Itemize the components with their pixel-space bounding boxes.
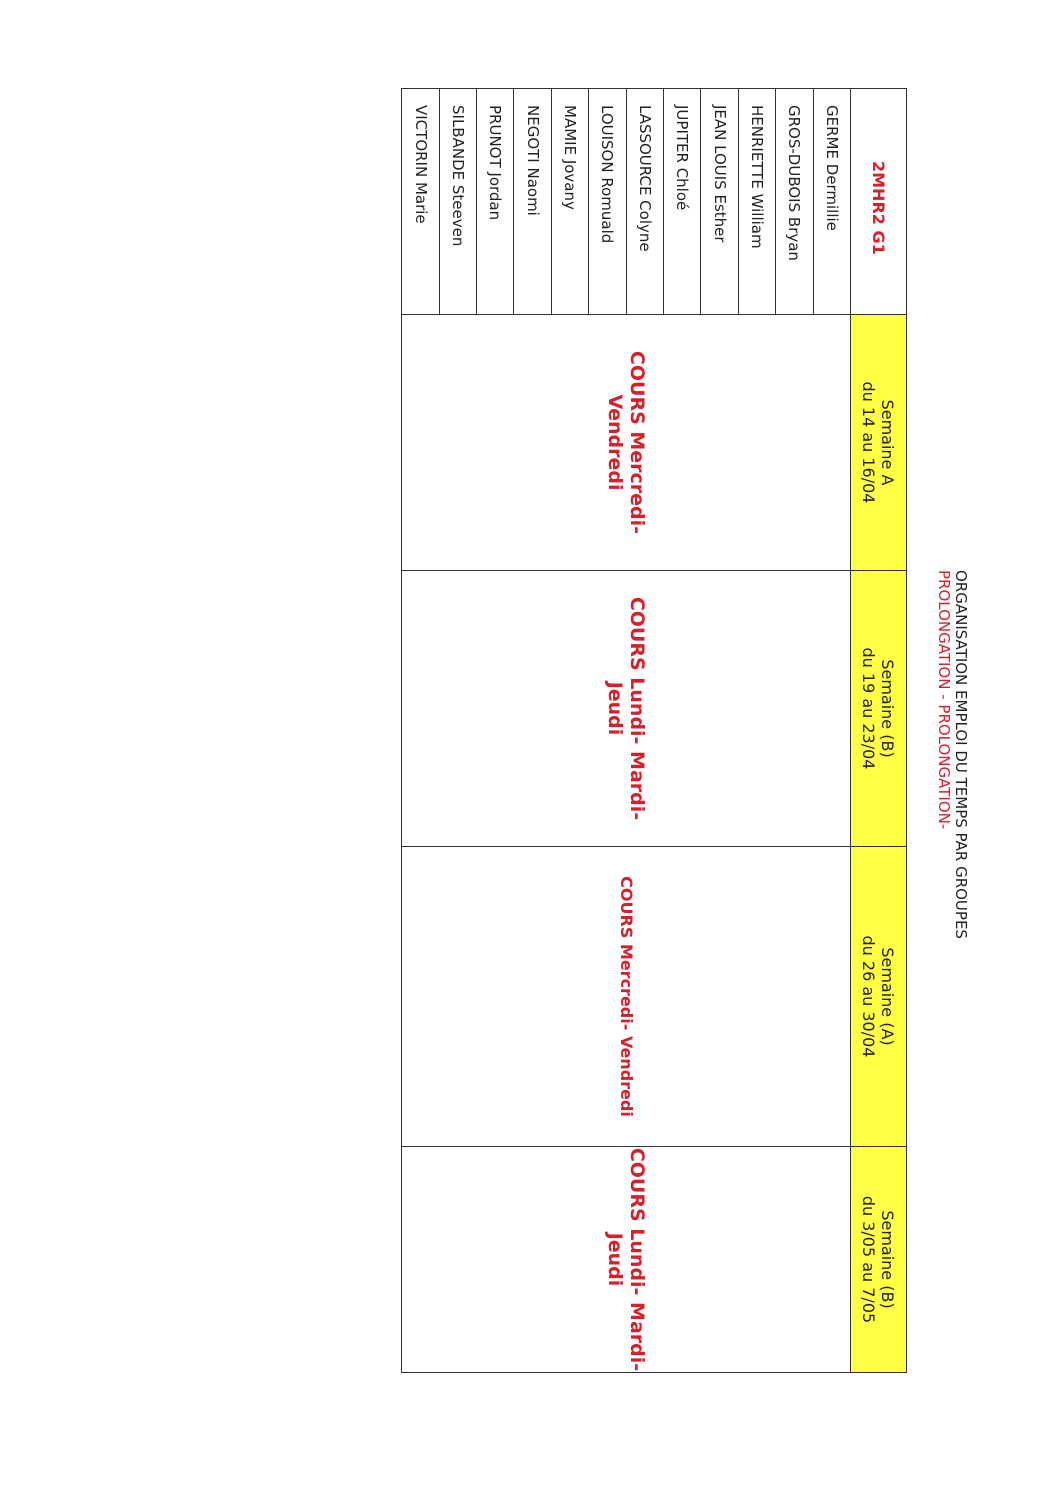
student-name: NEGOTI Naomi bbox=[514, 89, 551, 315]
week-header-2 bbox=[851, 571, 907, 847]
week-dates: du 3/05 au 7/05 bbox=[859, 1195, 879, 1324]
week-dates: du 26 au 30/04 bbox=[859, 935, 879, 1058]
student-row bbox=[813, 89, 850, 1373]
cours-week-3: COURS Mercredi- Vendredi bbox=[402, 847, 851, 1147]
student-name: PRUNOT Jordan bbox=[477, 89, 514, 315]
week-label: Semaine A bbox=[878, 399, 898, 486]
week-dates: du 14 au 16/04 bbox=[859, 381, 879, 504]
student-name: VICTORIN Marie bbox=[402, 89, 439, 315]
student-name: GERME Dermillie bbox=[813, 89, 850, 315]
week-label: Semaine (B) bbox=[878, 1210, 898, 1309]
student-name: LOUISON Romuald bbox=[589, 89, 626, 315]
document-title: ORGANISATION EMPLOI DU TEMPS PAR GROUPES bbox=[952, 570, 970, 939]
cours-week-4: COURS Lundi- Mardi-Jeudi bbox=[402, 1147, 851, 1373]
header-row bbox=[851, 89, 907, 1373]
student-name: SILBANDE Steeven bbox=[439, 89, 476, 315]
schedule-table bbox=[401, 88, 907, 1373]
week-dates: du 19 au 23/04 bbox=[859, 647, 879, 770]
week-header-4 bbox=[851, 1147, 907, 1373]
student-name: MAMIE Jovany bbox=[551, 89, 588, 315]
week-label: Semaine (A) bbox=[878, 947, 898, 1046]
student-name: LASSOURCE Colyne bbox=[626, 89, 663, 315]
student-name: GROS-DUBOIS Bryan bbox=[776, 89, 813, 315]
week-label: Semaine (B) bbox=[878, 659, 898, 758]
cours-week-2: COURS Lundi- Mardi-Jeudi bbox=[402, 571, 851, 847]
student-name: JEAN LOUIS Esther bbox=[701, 89, 738, 315]
week-header-3 bbox=[851, 847, 907, 1147]
week-header-1 bbox=[851, 315, 907, 571]
document-subtitle: PROLONGATION - PROLONGATION- bbox=[935, 570, 953, 830]
student-name: JUPITER Chloé bbox=[664, 89, 701, 315]
group-label: 2MHR2 G1 bbox=[851, 89, 907, 315]
student-name: HENRIETTE William bbox=[738, 89, 775, 315]
cours-week-1: COURS Mercredi- Vendredi bbox=[402, 315, 851, 571]
